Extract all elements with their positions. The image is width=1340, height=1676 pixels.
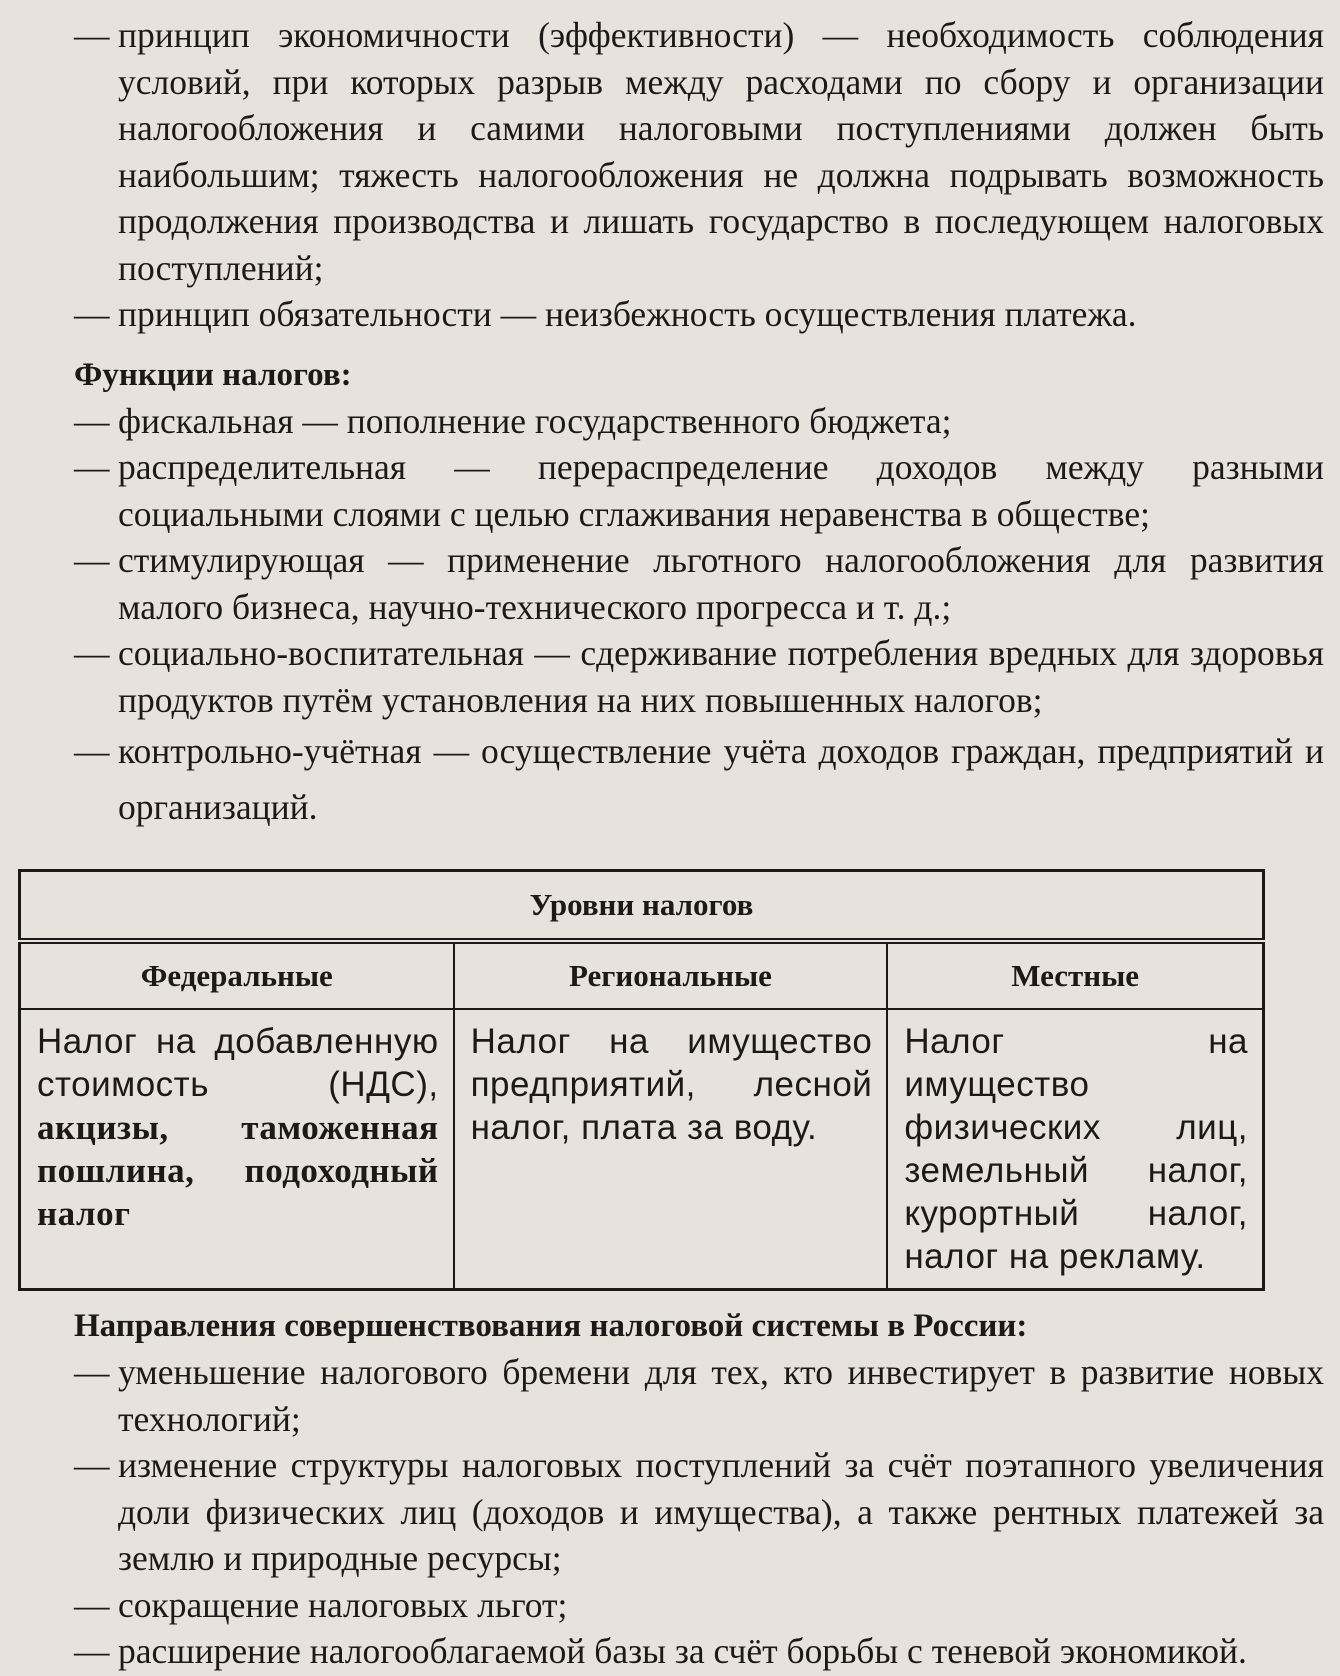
federal-taxes-plain: Налог на добавленную стоимость (НДС), bbox=[37, 1022, 439, 1104]
list-item-text: уменьшение налогового бремени для тех, кто инвестирует в развитие новых технологий; bbox=[118, 1352, 1324, 1439]
list-item-text: стимулирующая — применение льготного налогообложения для развития малого бизнеса, научно-технического прогресса и т. д.; bbox=[118, 540, 1324, 627]
list-item-text: социально-воспитательная — сдерживание потребления вредных для здоровья продуктов путём установления на них повышенных налогов; bbox=[118, 633, 1324, 720]
list-item-text: сокращение налоговых льгот; bbox=[118, 1584, 568, 1625]
table-title: Уровни налогов bbox=[20, 871, 1264, 942]
list-item-text: принцип экономичности (эффективности) — необходимость соблюдения условий, при которых разрыв между расходами по сбору и организации налогообложения и самими налоговыми поступлениями должен быть наибольшим; тяжесть налогообложения не должна подрывать возможность продолжения производства и лишать государство в последующем налоговых поступлений; bbox=[118, 15, 1324, 288]
list-dash: — bbox=[74, 540, 110, 580]
directions-heading: Направления совершенствования налоговой системы в России: bbox=[74, 1308, 1028, 1344]
list-item-text: принцип обязательности — неизбежность осуществления платежа. bbox=[118, 294, 1137, 334]
list-dash: — bbox=[74, 1584, 110, 1625]
column-header-regional: Региональные bbox=[454, 941, 888, 1009]
list-item-text: распределительная — перераспределение доходов между разными социальными слоями с целью сглаживания неравенства в обществе; bbox=[118, 447, 1324, 534]
local-taxes-cell bbox=[887, 1009, 1263, 1290]
list-item bbox=[74, 398, 1324, 445]
list-dash: — bbox=[74, 294, 110, 334]
federal-taxes-cell bbox=[20, 1009, 454, 1290]
functions-list bbox=[74, 398, 1324, 836]
list-item-text: изменение структуры налоговых поступлений за счёт поэтапного увеличения доли физических лиц (доходов и имущества), а также рентных платежей за землю и природные ресурсы; bbox=[118, 1445, 1324, 1578]
list-item bbox=[74, 1442, 1324, 1582]
functions-heading: Функции налогов: bbox=[74, 356, 352, 393]
column-header-local: Местные bbox=[887, 941, 1263, 1009]
directions-list bbox=[74, 1349, 1324, 1675]
list-item bbox=[74, 1628, 1324, 1675]
list-dash: — bbox=[74, 400, 110, 441]
list-item bbox=[74, 537, 1324, 630]
list-item bbox=[74, 1582, 1324, 1629]
list-item bbox=[74, 630, 1324, 723]
list-dash: — bbox=[74, 447, 110, 487]
list-dash: — bbox=[74, 1631, 110, 1671]
regional-taxes-cell bbox=[454, 1009, 888, 1290]
tax-levels-table bbox=[18, 869, 1265, 1291]
list-dash: — bbox=[74, 15, 110, 55]
list-item-text: фискальная — пополнение государственного бюджета; bbox=[118, 400, 952, 441]
column-header-federal: Федеральные bbox=[20, 941, 454, 1009]
list-dash: — bbox=[74, 731, 110, 771]
local-taxes-text: Налог на имущество физических лиц, земельный налог, курортный налог, налог на рекламу. bbox=[904, 1022, 1248, 1276]
list-dash: — bbox=[74, 633, 110, 673]
list-item bbox=[74, 444, 1324, 537]
principles-list bbox=[74, 12, 1324, 338]
list-item bbox=[74, 291, 1324, 338]
list-item bbox=[74, 1349, 1324, 1442]
regional-taxes-text: Налог на имущество предприятий, лесной налог, плата за воду. bbox=[470, 1022, 873, 1147]
list-dash: — bbox=[74, 1445, 110, 1485]
list-item bbox=[74, 12, 1324, 291]
list-item-text: контрольно-учётная — осуществление учёта доходов граждан, предприятий и организаций. bbox=[118, 731, 1324, 827]
list-item bbox=[74, 723, 1324, 835]
list-dash: — bbox=[74, 1352, 110, 1392]
list-item-text: расширение налогооблагаемой базы за счёт борьбы с теневой экономикой. bbox=[118, 1631, 1247, 1671]
textbook-page bbox=[37, 12, 1324, 1675]
federal-taxes-bold: акцизы, таможенная пошлина, подоходный налог bbox=[37, 1108, 439, 1233]
